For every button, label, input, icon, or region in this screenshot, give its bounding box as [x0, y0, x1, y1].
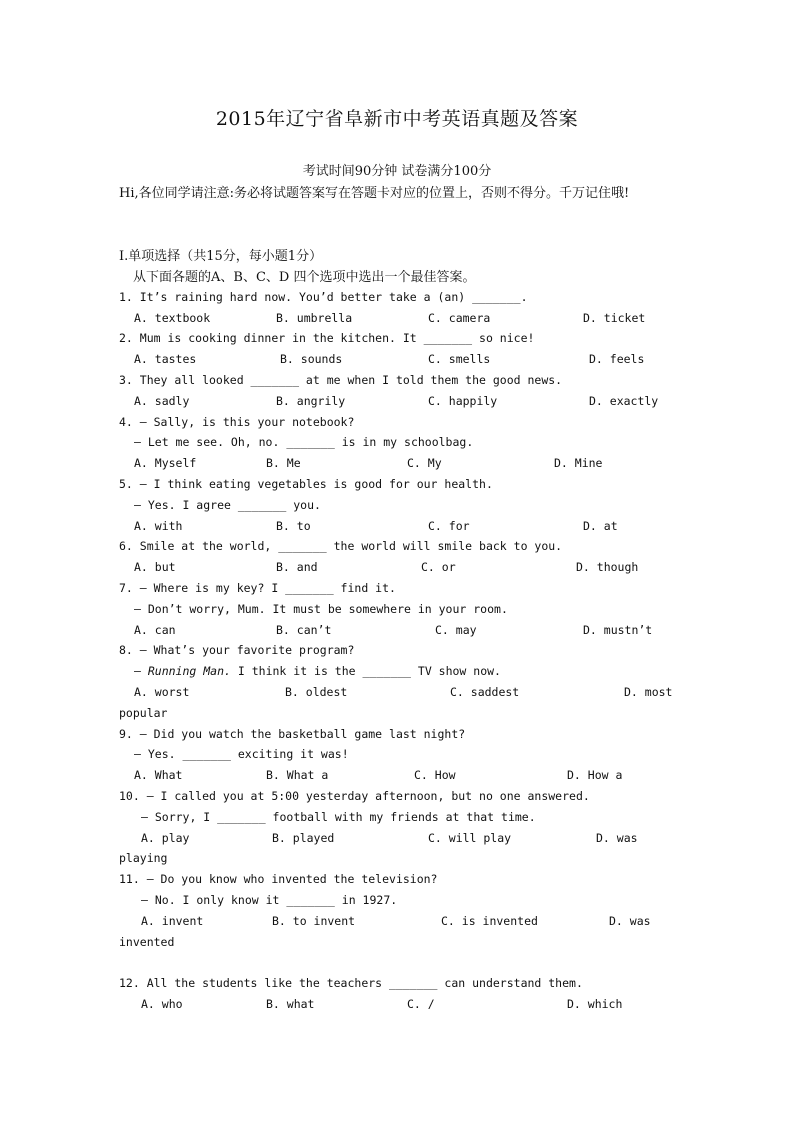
page-title: 2015年辽宁省阜新市中考英语真题及答案 [215, 108, 579, 130]
question-8-reply: — Running Man. I think it is the _______ TV show now. [134, 664, 501, 678]
question-3-option-d: D. exactly [589, 394, 659, 408]
question-9-option-b: B. What a [266, 768, 329, 782]
question-7-option-d: D. mustn’t [583, 623, 653, 637]
question-5-stem: 5. — I think eating vegetables is good for our health. [119, 477, 493, 491]
question-6-option-d: D. though [576, 560, 639, 574]
question-12-stem: 12. All the students like the teachers _______ can understand them. [119, 976, 583, 990]
question-11-option-d: D. was [609, 914, 651, 928]
question-12-option-a: A. who [141, 997, 183, 1011]
question-1-stem: 1. It’s raining hard now. You’d better take a (an) _______. [119, 290, 528, 304]
question-3-option-c: C. happily [428, 394, 498, 408]
question-9-reply: — Yes. _______ exciting it was! [134, 747, 349, 761]
question-4-stem: 4. — Sally, is this your notebook? [119, 415, 355, 429]
question-10-option-c: C. will play [428, 831, 512, 845]
question-2-option-c: C. smells [428, 352, 491, 366]
section-instruction: 从下面各题的A、B、C、D 四个选项中选出一个最佳答案。 [133, 270, 476, 285]
question-7-option-c: C. may [435, 623, 477, 637]
question-10-option-d: D. was [596, 831, 638, 845]
question-6-option-a: A. but [134, 560, 176, 574]
question-9-stem: 9. — Did you watch the basketball game last night? [119, 727, 466, 741]
question-8-option-d-wrap: popular [119, 706, 168, 720]
exam-notice: Hi,各位同学请注意:务必将试题答案写在答题卡对应的位置上，否则不得分。千万记住哦! [119, 186, 630, 201]
question-6-stem: 6. Smile at the world, _______ the world will smile back to you. [119, 539, 563, 553]
question-4-option-a: A. Myself [134, 456, 197, 470]
question-2-option-b: B. sounds [280, 352, 343, 366]
question-4-option-d: D. Mine [554, 456, 603, 470]
question-8-program-name: Running Man. [147, 664, 231, 678]
question-5-option-a: A. with [134, 519, 183, 533]
question-5-option-b: B. to [276, 519, 311, 533]
question-8-reply-text: I think it is the _______ TV show now. [230, 664, 501, 678]
question-10-option-a: A. play [141, 831, 190, 845]
question-3-option-a: A. sadly [134, 394, 190, 408]
question-10-stem: 10. — I called you at 5:00 yesterday afternoon, but no one answered. [119, 789, 590, 803]
question-8-option-a: A. worst [134, 685, 190, 699]
question-12-option-d: D. which [567, 997, 623, 1011]
question-6-option-c: C. or [421, 560, 456, 574]
question-1-option-a: A. textbook [134, 311, 211, 325]
question-5-reply: — Yes. I agree _______ you. [134, 498, 321, 512]
question-2-stem: 2. Mum is cooking dinner in the kitchen. It _______ so nice! [119, 331, 535, 345]
question-9-option-a: A. What [134, 768, 183, 782]
question-4-option-b: B. Me [266, 456, 301, 470]
question-12-option-c: C. / [407, 997, 435, 1011]
question-7-reply: — Don’t worry, Mum. It must be somewhere in your room. [134, 602, 508, 616]
question-9-option-c: C. How [414, 768, 456, 782]
question-1-option-c: C. camera [428, 311, 491, 325]
question-8-stem: 8. — What’s your favorite program? [119, 643, 355, 657]
question-5-option-d: D. at [583, 519, 618, 533]
question-11-reply: — No. I only know it _______ in 1927. [141, 893, 398, 907]
question-7-option-a: A. can [134, 623, 176, 637]
question-4-reply: — Let me see. Oh, no. _______ is in my schoolbag. [134, 435, 474, 449]
question-6-option-b: B. and [276, 560, 318, 574]
question-12-option-b: B. what [266, 997, 315, 1011]
question-11-option-c: C. is invented [441, 914, 538, 928]
question-7-stem: 7. — Where is my key? I _______ find it. [119, 581, 396, 595]
question-11-option-b: B. to invent [272, 914, 356, 928]
question-8-option-d: D. most [624, 685, 673, 699]
question-8-option-c: C. saddest [450, 685, 520, 699]
section-heading: Ⅰ.单项选择（共15分，每小题1分） [119, 249, 323, 264]
question-10-option-d-wrap: playing [119, 851, 168, 865]
question-8-option-b: B. oldest [285, 685, 348, 699]
question-1-option-b: B. umbrella [276, 311, 353, 325]
exam-info: 考试时间90分钟 试卷满分100分 [302, 164, 492, 179]
question-2-option-a: A. tastes [134, 352, 197, 366]
question-3-stem: 3. They all looked _______ at me when I told them the good news. [119, 373, 563, 387]
question-11-option-d-wrap: invented [119, 935, 175, 949]
question-5-option-c: C. for [428, 519, 470, 533]
question-9-option-d: D. How a [567, 768, 623, 782]
question-11-option-a: A. invent [141, 914, 204, 928]
question-11-stem: 11. — Do you know who invented the television? [119, 872, 438, 886]
question-2-option-d: D. feels [589, 352, 645, 366]
question-10-reply: — Sorry, I _______ football with my friends at that time. [141, 810, 536, 824]
question-4-option-c: C. My [407, 456, 442, 470]
question-7-option-b: B. can’t [276, 623, 332, 637]
question-10-option-b: B. played [272, 831, 335, 845]
question-3-option-b: B. angrily [276, 394, 346, 408]
question-1-option-d: D. ticket [583, 311, 646, 325]
